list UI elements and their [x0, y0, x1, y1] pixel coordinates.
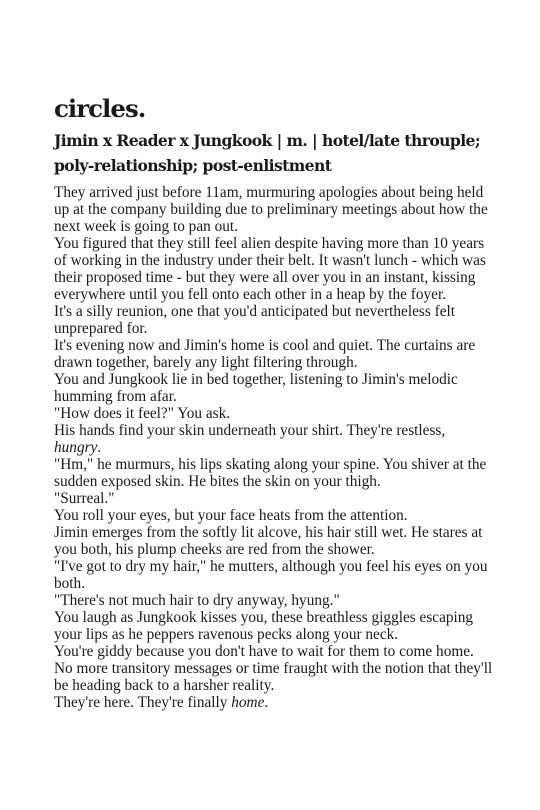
body-paragraph [54, 422, 494, 456]
paragraph-trailing-text: . [264, 694, 269, 711]
body-paragraph [54, 337, 494, 371]
body-paragraph [54, 694, 494, 711]
body-paragraph [54, 456, 494, 490]
body-paragraph [54, 507, 494, 524]
post-title: circles. [54, 94, 146, 123]
paragraph-text: "How does it feel?" You ask. [54, 405, 231, 422]
paragraph-text: His hands find your skin underneath your shirt. They're restless, [54, 422, 446, 439]
paragraph-text: Jimin emerges from the softly lit alcove, his hair still wet. He stares at you both, his plump cheeks are red from the shower. [54, 524, 483, 558]
paragraph-text: "There's not much hair to dry anyway, hyung." [54, 592, 340, 609]
body-paragraph [54, 184, 494, 235]
post-subtitle: Jimin x Reader x Jungkook | m. | hotel/late throuple; poly-relationship; post-enlistment [54, 131, 481, 175]
emphasis-text: home [231, 694, 265, 711]
body-paragraph [54, 609, 494, 643]
body-paragraph [54, 405, 494, 422]
paragraph-trailing-text: . [97, 439, 102, 456]
post-body [54, 184, 494, 711]
paragraph-text: You laugh as Jungkook kisses you, these breathless giggles escaping your lips as he peppers ravenous pecks along your neck. [54, 609, 474, 643]
paragraph-text: It's a silly reunion, one that you'd anticipated but nevertheless felt unprepared for. [54, 303, 455, 337]
paragraph-text: You and Jungkook lie in bed together, listening to Jimin's melodic humming from afar. [54, 371, 458, 405]
paragraph-text: You're giddy because you don't have to wait for them to come home. No more transitory messages or time fraught with the notion that they'll be heading back to a harsher reality. [54, 643, 493, 694]
body-paragraph [54, 371, 494, 405]
post-content [54, 92, 494, 711]
paragraph-text: They're here. They're finally [54, 694, 228, 711]
paragraph-text: It's evening now and Jimin's home is cool and quiet. The curtains are drawn together, barely any light filtering through. [54, 337, 476, 371]
paragraph-text: They arrived just before 11am, murmuring apologies about being held up at the company building due to preliminary meetings about how the next week is going to pan out. [54, 184, 488, 235]
body-paragraph [54, 303, 494, 337]
body-paragraph [54, 643, 494, 694]
body-paragraph [54, 592, 494, 609]
paragraph-text: "Hm," he murmurs, his lips skating along your spine. You shiver at the sudden exposed skin. He bites the skin on your thigh. [54, 456, 487, 490]
body-paragraph [54, 235, 494, 303]
body-paragraph [54, 524, 494, 558]
paragraph-text: You roll your eyes, but your face heats from the attention. [54, 507, 408, 524]
paragraph-text: You figured that they still feel alien despite having more than 10 years of working in the industry under their belt. It wasn't lunch - which was their proposed time - but they were all over you in an instant, kissing everywhere until you fell onto each other in a heap by the foyer. [54, 235, 486, 303]
body-paragraph [54, 558, 494, 592]
body-paragraph [54, 490, 494, 507]
emphasis-text: hungry [54, 439, 98, 456]
paragraph-text: "Surreal." [54, 490, 115, 507]
paragraph-text: "I've got to dry my hair," he mutters, although you feel his eyes on you both. [54, 558, 488, 592]
